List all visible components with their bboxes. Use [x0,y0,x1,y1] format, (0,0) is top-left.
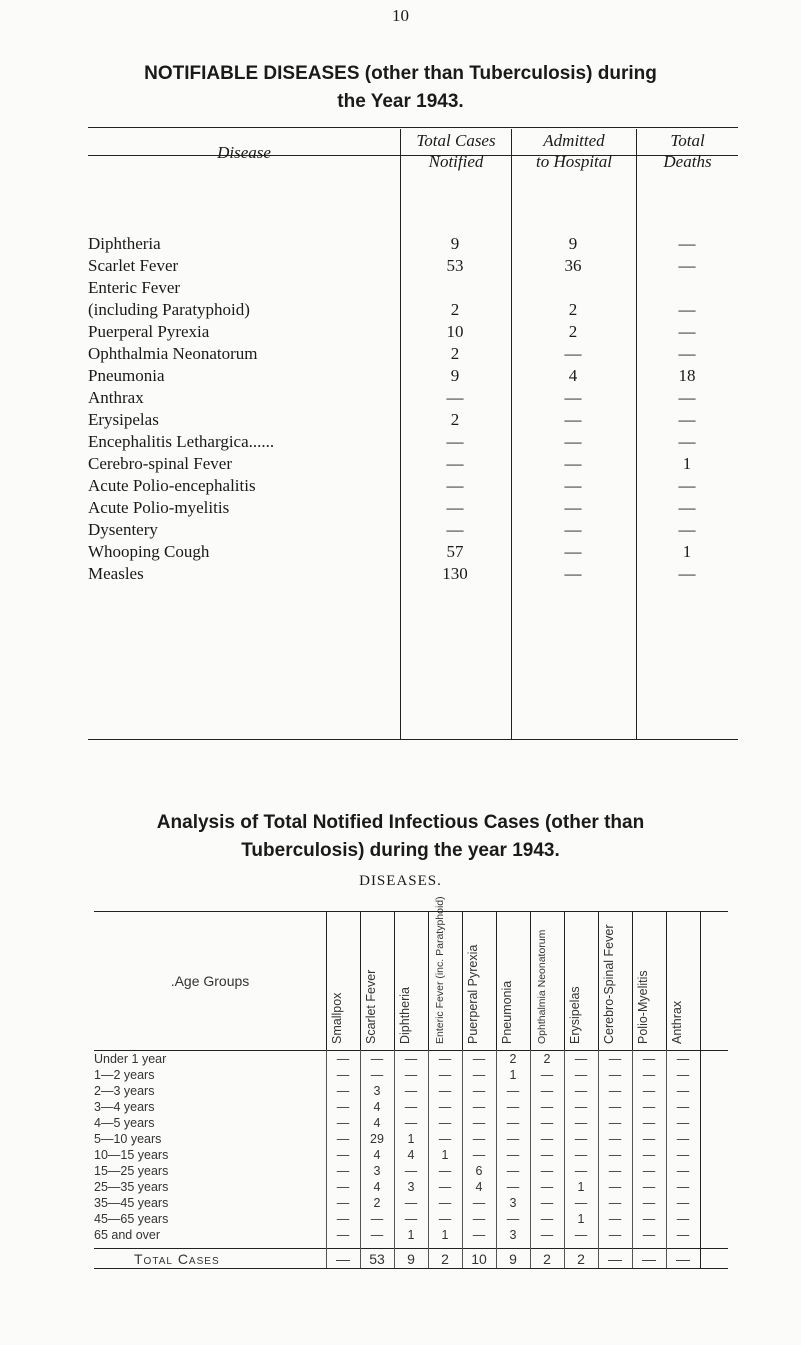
case-count: — [642,1180,656,1194]
case-count: — [336,1084,350,1098]
case-count: — [404,1116,418,1130]
deaths-count: — [678,432,696,451]
case-count: — [404,1164,418,1178]
case-count: 53 [369,1251,385,1267]
deaths-count: — [678,300,696,319]
notified-count: — [446,520,464,539]
header-total-cases: Total Cases [416,131,496,150]
case-count: — [472,1116,486,1130]
age-label: 25—35 years [94,1180,169,1194]
case-count: 2 [577,1251,585,1267]
age-row [94,1148,728,1164]
disease-name: Puerperal Pyrexia [88,322,210,341]
column-header-8 [598,912,633,1050]
column-header-1 [360,912,395,1050]
notified-count: 10 [446,322,464,341]
notified-count: 9 [450,234,460,253]
age-row [94,1212,728,1228]
table2-title-line2: Tuberculosis) during the year 1943. [241,840,560,861]
disease-name: Cerebro-spinal Fever [88,454,232,473]
column-header-6 [530,912,565,1050]
case-count: — [574,1132,588,1146]
column-header-10 [666,912,701,1050]
column-header-2 [394,912,429,1050]
admitted-count: — [564,410,582,429]
case-count: — [506,1100,520,1114]
case-count: — [676,1196,690,1210]
case-count: 2 [543,1251,551,1267]
age-row [94,1132,728,1148]
column-header-label: Puerperal Pyrexia [466,944,480,1044]
case-count: — [642,1251,656,1267]
deaths-count: 1 [682,542,692,561]
case-count: — [608,1196,622,1210]
case-count: — [642,1100,656,1114]
case-count: — [370,1052,384,1066]
case-count: — [438,1164,452,1178]
case-count: — [642,1196,656,1210]
case-count: 2 [509,1052,517,1066]
deaths-count: — [678,388,696,407]
case-count: — [506,1116,520,1130]
admitted-count: 9 [568,234,578,253]
case-count: — [608,1084,622,1098]
case-count: — [540,1212,554,1226]
column-header-label: Enteric Fever (inc. Paratyphoid) [434,896,446,1044]
case-count: — [540,1196,554,1210]
case-count: — [472,1212,486,1226]
case-count: — [438,1212,452,1226]
case-count: — [540,1084,554,1098]
case-count: — [506,1180,520,1194]
age-row [94,1100,728,1116]
admitted-count: 36 [564,256,582,275]
column-header-label: Smallpox [330,992,344,1044]
case-count: 2 [373,1196,381,1210]
column-header-label: Polio-Myelitis [636,970,650,1044]
deaths-count: 18 [678,366,696,385]
case-count: — [642,1084,656,1098]
case-count: — [438,1084,452,1098]
case-count: — [506,1132,520,1146]
case-count: — [540,1148,554,1162]
case-count: — [438,1068,452,1082]
case-count: — [608,1164,622,1178]
disease-name: Whooping Cough [88,542,210,561]
admitted-count: — [564,388,582,407]
age-label: 4—5 years [94,1116,155,1130]
case-count: — [370,1212,384,1226]
case-count: — [642,1228,656,1242]
case-count: — [608,1212,622,1226]
case-count: — [540,1164,554,1178]
case-count: — [472,1228,486,1242]
age-row [94,1228,728,1244]
case-count: — [404,1212,418,1226]
header-notified: Notified [428,152,484,171]
disease-name: Measles [88,564,144,583]
case-count: 9 [509,1251,517,1267]
case-count: — [574,1084,588,1098]
case-count: — [608,1180,622,1194]
case-count: 3 [373,1084,381,1098]
column-header-3 [428,896,463,1050]
notified-count: 9 [450,366,460,385]
case-count: — [438,1116,452,1130]
case-count: — [540,1116,554,1130]
case-count: — [642,1068,656,1082]
deaths-count: — [678,256,696,275]
column-header-5 [496,912,531,1050]
case-count: — [676,1212,690,1226]
age-label: Under 1 year [94,1052,167,1066]
case-count: 1 [407,1132,415,1146]
case-count: — [404,1068,418,1082]
admitted-count: — [564,564,582,583]
case-count: — [336,1228,350,1242]
case-count: — [642,1132,656,1146]
notified-count: — [446,498,464,517]
column-header-9 [632,912,667,1050]
column-header-0 [326,912,361,1050]
column-header-label: Pneumonia [500,980,514,1044]
age-label: 15—25 years [94,1164,169,1178]
notified-count: 130 [442,564,468,583]
disease-name: Diphtheria [88,234,161,253]
deaths-count: 1 [682,454,692,473]
case-count: — [540,1068,554,1082]
case-count: — [336,1052,350,1066]
case-count: — [608,1100,622,1114]
disease-name: Pneumonia [88,366,165,385]
disease-name: Anthrax [88,388,144,407]
case-count: — [336,1180,350,1194]
column-header-4 [462,912,497,1050]
total-label: Total Cases [134,1251,220,1267]
case-count: — [336,1132,350,1146]
case-count: — [574,1068,588,1082]
age-row [94,1052,728,1068]
column-header-7 [564,912,599,1050]
table1-title-line1: NOTIFIABLE DISEASES (other than Tuberculosis) during [144,63,657,84]
case-count: — [438,1180,452,1194]
admitted-count: — [564,432,582,451]
case-count: — [642,1148,656,1162]
age-row [94,1164,728,1180]
case-count: — [336,1196,350,1210]
admitted-count: 4 [568,366,578,385]
age-label: 1—2 years [94,1068,155,1082]
case-count: — [472,1068,486,1082]
case-count: — [472,1148,486,1162]
case-count: — [608,1052,622,1066]
case-count: 1 [441,1148,449,1162]
case-count: — [506,1148,520,1162]
case-count: — [336,1100,350,1114]
case-count: — [642,1164,656,1178]
case-count: 2 [441,1251,449,1267]
notified-count: 53 [446,256,464,275]
age-label: 3—4 years [94,1100,155,1114]
age-row [94,1084,728,1100]
case-count: — [540,1132,554,1146]
case-count: 1 [407,1228,415,1242]
case-count: — [336,1148,350,1162]
case-count: — [404,1052,418,1066]
case-count: 4 [373,1180,381,1194]
case-count: — [506,1084,520,1098]
age-label: 45—65 years [94,1212,169,1226]
page-number: 10 [392,6,409,25]
age-row [94,1196,728,1212]
case-count: — [370,1228,384,1242]
disease-name: Erysipelas [88,410,159,429]
column-header-label: Anthrax [670,1000,684,1044]
case-count: — [676,1164,690,1178]
case-count: — [336,1068,350,1082]
case-count: — [676,1132,690,1146]
case-count: — [370,1068,384,1082]
case-count: — [676,1148,690,1162]
case-count: 4 [373,1116,381,1130]
age-row [94,1116,728,1132]
case-count: — [676,1180,690,1194]
case-count: — [642,1212,656,1226]
case-count: 4 [407,1148,415,1162]
disease-name: Enteric Fever [88,278,181,297]
disease-name: Scarlet Fever [88,256,179,275]
case-count: — [540,1180,554,1194]
case-count: — [472,1084,486,1098]
admitted-count: — [564,344,582,363]
case-count: 1 [577,1212,585,1226]
disease-name: Ophthalmia Neonatorum [88,344,258,363]
case-count: 2 [543,1052,551,1066]
notified-count: 2 [450,300,460,319]
case-count: — [608,1132,622,1146]
notified-count: — [446,476,464,495]
disease-name: Encephalitis Lethargica...... [88,432,275,451]
case-count: — [608,1251,622,1267]
case-count: — [438,1196,452,1210]
case-count: 4 [475,1180,483,1194]
case-count: 9 [407,1251,415,1267]
case-count: — [472,1132,486,1146]
disease-name: Dysentery [88,520,158,539]
case-count: — [676,1084,690,1098]
case-count: 1 [441,1228,449,1242]
case-count: — [676,1251,690,1267]
deaths-count: — [678,410,696,429]
case-count: — [642,1116,656,1130]
case-count: 3 [407,1180,415,1194]
case-count: 3 [509,1228,517,1242]
case-count: — [676,1052,690,1066]
case-count: — [438,1052,452,1066]
admitted-count: — [564,476,582,495]
header-to-hospital: to Hospital [535,152,613,171]
age-label: 65 and over [94,1228,161,1242]
case-count: — [676,1228,690,1242]
column-header-label: Ophthalmia Neonatorum [536,929,548,1044]
header-total: Total [670,131,705,150]
case-count: — [472,1052,486,1066]
case-count: — [540,1100,554,1114]
case-count: — [506,1212,520,1226]
disease-name: Acute Polio-myelitis [88,498,230,517]
deaths-count: — [678,498,696,517]
header-age-groups: .Age Groups [170,973,250,989]
case-count: — [404,1084,418,1098]
age-row [94,1180,728,1196]
notified-count: 57 [446,542,464,561]
case-count: — [438,1100,452,1114]
case-count: — [608,1148,622,1162]
case-count: — [404,1196,418,1210]
diseases-label: DISEASES. [359,873,442,889]
table2-title-line1: Analysis of Total Notified Infectious Cases (other than [156,812,645,833]
case-count: — [472,1196,486,1210]
table1-title-line2: the Year 1943. [337,91,464,112]
case-count: — [574,1116,588,1130]
case-count: — [574,1052,588,1066]
age-row [94,1068,728,1084]
case-count: — [336,1212,350,1226]
deaths-count: — [678,564,696,583]
case-count: — [608,1068,622,1082]
admitted-count: 2 [568,322,578,341]
case-count: — [540,1228,554,1242]
case-count: 1 [577,1180,585,1194]
deaths-count: — [678,520,696,539]
case-count: 6 [475,1164,483,1178]
case-count: 4 [373,1148,381,1162]
age-label: 2—3 years [94,1084,155,1098]
column-header-label: Erysipelas [568,986,582,1044]
age-label: 35—45 years [94,1196,169,1210]
case-count: — [574,1100,588,1114]
case-count: — [336,1116,350,1130]
case-count: — [642,1052,656,1066]
case-count: — [472,1100,486,1114]
deaths-count: — [678,476,696,495]
admitted-count: — [564,520,582,539]
case-count: — [336,1164,350,1178]
total-row [94,1251,728,1267]
case-count: — [676,1100,690,1114]
deaths-count: — [678,234,696,253]
age-label: 10—15 years [94,1148,169,1162]
case-count: — [574,1196,588,1210]
case-count: — [438,1132,452,1146]
notified-count: — [446,432,464,451]
admitted-count: — [564,542,582,561]
disease-name: Acute Polio-encephalitis [88,476,256,495]
admitted-count: — [564,454,582,473]
case-count: — [404,1100,418,1114]
admitted-count: 2 [568,300,578,319]
case-count: — [608,1116,622,1130]
case-count: — [574,1228,588,1242]
case-count: 10 [471,1251,487,1267]
case-count: 29 [370,1132,384,1146]
deaths-count: — [678,322,696,341]
case-count: — [608,1228,622,1242]
case-count: 3 [373,1164,381,1178]
header-admitted: Admitted [543,131,605,150]
disease-name: (including Paratyphoid) [88,300,250,319]
case-count: 3 [509,1196,517,1210]
notified-count: — [446,454,464,473]
notified-count: 2 [450,410,460,429]
case-count: — [574,1148,588,1162]
notified-count: — [446,388,464,407]
column-header-label: Scarlet Fever [364,969,378,1044]
deaths-count: — [678,344,696,363]
column-header-label: Diphtheria [398,987,412,1044]
case-count: — [676,1116,690,1130]
column-header-label: Cerebro-Spinal Fever [602,924,616,1044]
admitted-count: — [564,498,582,517]
case-count: — [574,1164,588,1178]
case-count: — [506,1164,520,1178]
case-count: 4 [373,1100,381,1114]
header-deaths: Deaths [663,152,712,171]
case-count: — [676,1068,690,1082]
notified-count: 2 [450,344,460,363]
header-disease: Disease [217,143,271,162]
case-count: 1 [509,1068,517,1082]
table2-bottom-rule [94,1268,728,1269]
age-label: 5—10 years [94,1132,162,1146]
case-count: — [336,1251,350,1267]
